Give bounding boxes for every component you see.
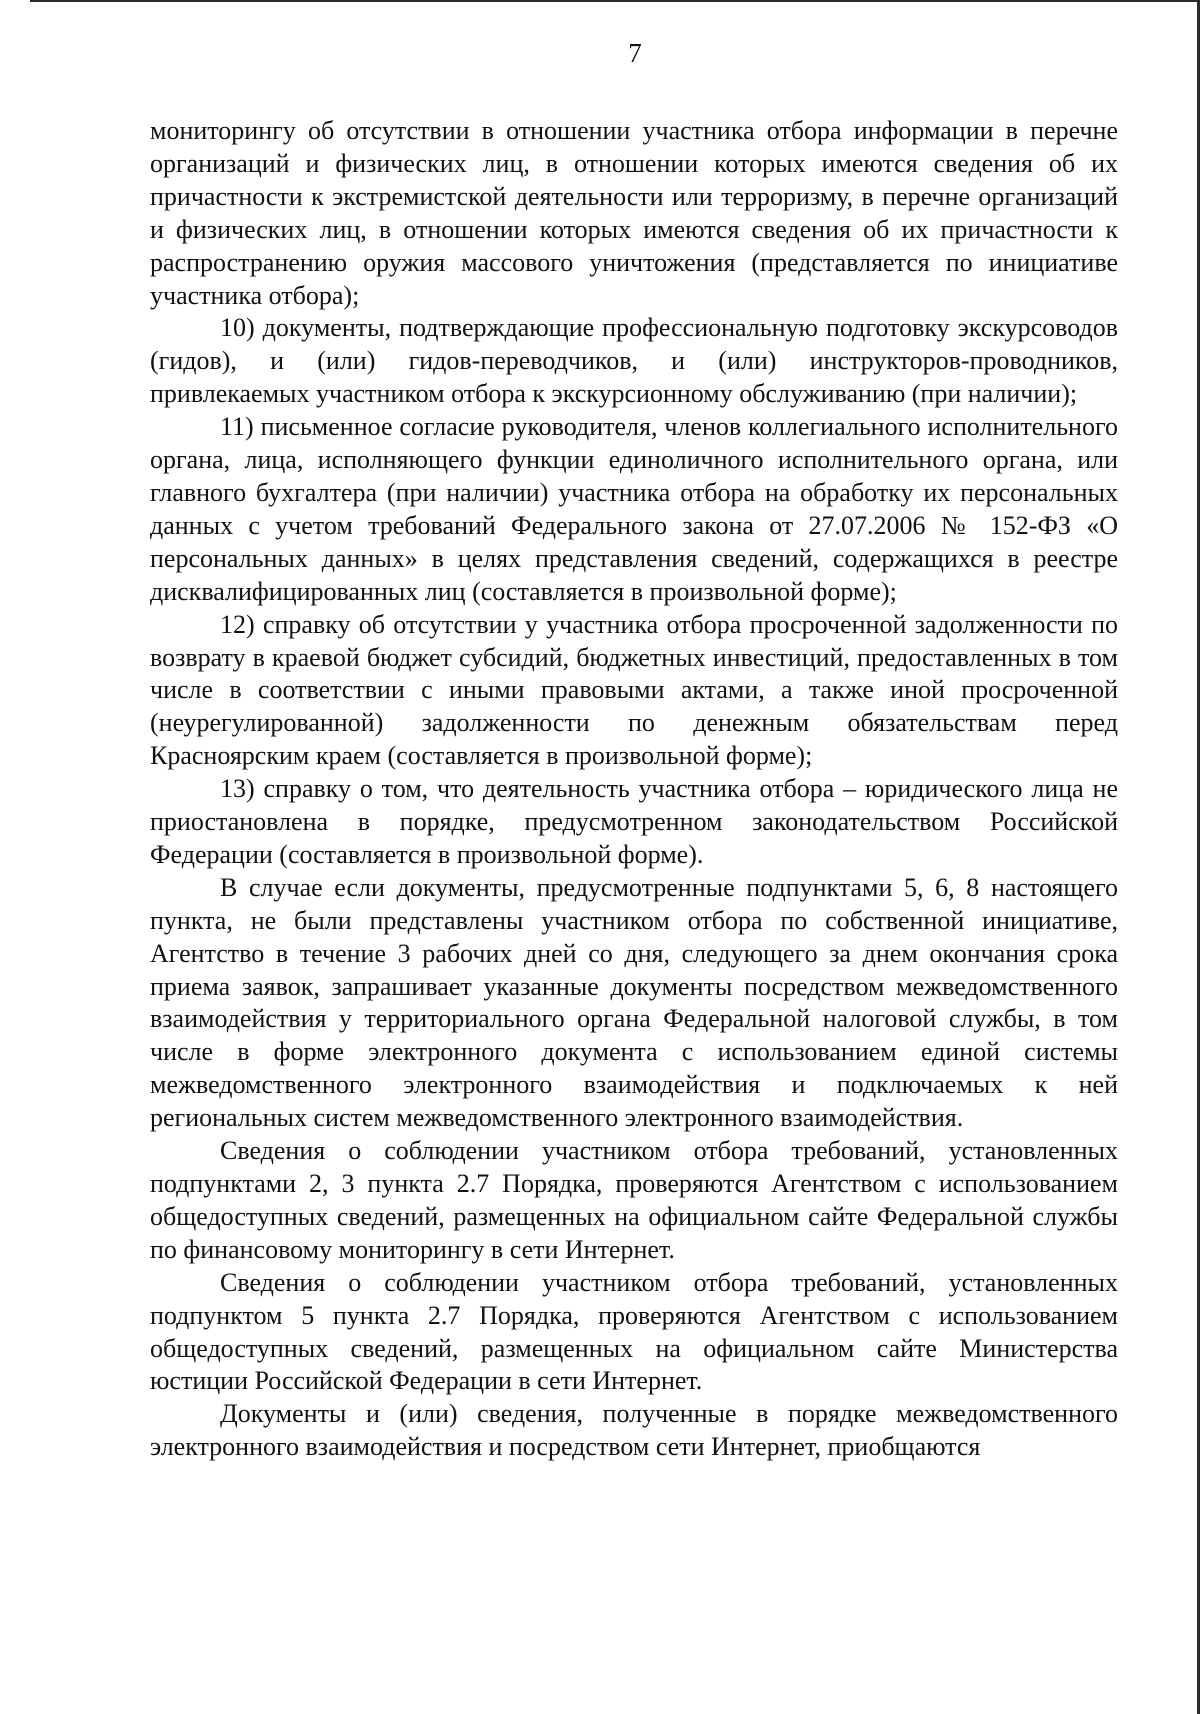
- paragraph-ministry-justice: Сведения о соблюдении участником отбора требований, установленных подпунктом 5 пункта 2.7 Порядка, проверяются Агентством с использованием общедоступных сведений, размещенных на официальном сайте Министерства юстиции Российской Федерации в сети Интернет.: [150, 1267, 1118, 1396]
- scan-edge-top: [30, 0, 1200, 2]
- page-number: 7: [628, 38, 642, 68]
- paragraph-item-10: 10) документы, подтверждающие профессиональную подготовку экскурсоводов (гидов), и (или) гидов-переводчиков, и (или) инструкторов-проводников, привлекаемых участником отбора к экскурсионному обслуживанию (при наличии);: [150, 313, 1118, 409]
- paragraph-financial-monitoring: Сведения о соблюдении участником отбора требований, установленных подпунктами 2, 3 пункта 2.7 Порядка, проверяются Агентством с использованием общедоступных сведений, размещенных на официальном сайте Федеральной службы по финансовому мониторингу в сети Интернет.: [150, 1136, 1118, 1264]
- document-body: [150, 115, 1118, 1464]
- paragraph-item-13: 13) справку о том, что деятельность участника отбора – юридического лица не приостановлена в порядке, предусмотренном законодательством Российской Федерации (составляется в произвольной форме).: [150, 774, 1118, 869]
- paragraph-item-11: 11) письменное согласие руководителя, членов коллегиального исполнительного органа, лица, исполняющего функции единоличного исполнительного органа, или главного бухгалтера (при наличии) участника отбора на обработку их персональных данных с учетом требований Федерального закона от 27.07.2006 № 152-ФЗ «О персональных данных» в целях представления сведений, содержащихся в реестре дисквалифицированных лиц (составляется в произвольной форме);: [150, 412, 1118, 606]
- paragraph-documents-attached: Документы и (или) сведения, полученные в порядке межведомственного электронного взаимодействия и посредством сети Интернет, приобщаются: [150, 1399, 1118, 1462]
- paragraph-continuation: мониторингу об отсутствии в отношении участника отбора информации в перечне организаций и физических лиц, в отношении которых имеются сведения об их причастности к экстремистской деятельности или терроризму, в перечне организаций и физических лиц, в отношении которых имеются сведения об их причастности к распространению оружия массового уничтожения (представляется по инициативе участника отбора);: [150, 116, 1118, 310]
- paragraph-interagency-request: В случае если документы, предусмотренные подпунктами 5, 6, 8 настоящего пункта, не были представлены участником отбора по собственной инициативе, Агентство в течение 3 рабочих дней со дня, следующего за днем окончания срока приема заявок, запрашивает указанные документы посредством межведомственного взаимодействия у территориального органа Федеральной налоговой службы, в том числе в форме электронного документа с использованием единой системы межведомственного электронного взаимодействия и подключаемых к ней региональных систем межведомственного электронного взаимодействия.: [150, 872, 1118, 1133]
- paragraph-item-12: 12) справку об отсутствии у участника отбора просроченной задолженности по возврату в краевой бюджет субсидий, бюджетных инвестиций, предоставленных в том числе в соответствии с иными правовыми актами, а также иной просроченной (неурегулированной) задолженности по денежным обязательствам перед Красноярским краем (составляется в произвольной форме);: [150, 609, 1118, 771]
